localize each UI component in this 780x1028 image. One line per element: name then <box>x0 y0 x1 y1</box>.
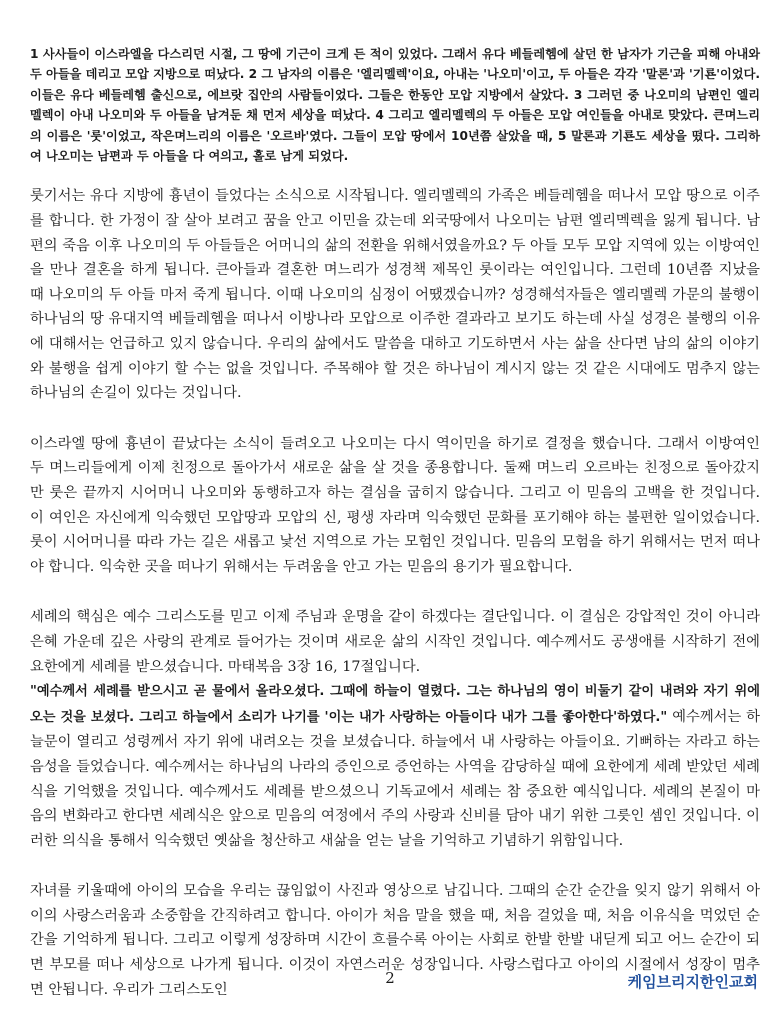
paragraph-4: 자녀를 키울때에 아이의 모습을 우리는 끊임없이 사진과 영상으로 남깁니다. 그때의 순간 순간을 잊지 않기 위해서 아이의 사랑스러움과 소중함을 간직하려고 합니다. 아이가 처음 말을 했을 때, 처음 걸었을 때, 처음 이유식을 먹었던 순간을 기억하게 됩니다. 그리고 이렇게 성장하며 시간이 흐를수록 아이는 사회로 한발 한발 내딛게 되고 어느 순간이 되면 부모를 떠나 세상으로 나가게 됩니다. 이것이 자연스러운 성장입니다. 사랑스럽다고 아이의 시절에서 성장이 멈추면 안됩니다. 우리가 그리스도인 <box>30 883 760 998</box>
document-body <box>30 44 760 1028</box>
page-number: 2 <box>385 969 395 987</box>
scripture-quote: "예수께서 세례를 받으시고 곧 물에서 올라오셨다. 그때에 하늘이 열렸다. 그는 하나님의 영이 비둘기 같이 내려와 자기 위에 오는 것을 보셨다. 그리고 하늘에서 소리가 나기를 '이는 내가 사랑하는 아들이다 내가 그를 좋아한다'하였다." <box>30 684 760 725</box>
paragraph-1: 룻기서는 유다 지방에 흉년이 들었다는 소식으로 시작됩니다. 엘리멜렉의 가족은 베들레헴을 떠나서 모압 땅으로 이주를 합니다. 한 가정이 잘 살아 보려고 꿈을 안고 이민을 갔는데 외국땅에서 나오미는 남편 엘리멕렉을 잃게 됩니다. 남편의 죽음 이후 나오미의 두 아들들은 어머니의 삶의 전환을 위해서였을까요? 두 아들 모두 모압 지역에 있는 이방여인을 만나 결혼을 하게 됩니다. 큰아들과 결혼한 며느리가 성경책 제목인 룻이라는 여인입니다. 그런데 10년쯤 지났을 때 나오미의 두 아들 마저 죽게 됩니다. 이때 나오미의 심정이 어땠겠습니까? 성경해석자들은 엘리멜렉 가문의 불행이 하나님의 땅 유대지역 베들레헴을 떠나서 이방나라 모압으로 이주한 결과라고 보기도 하는데 사실 성경은 불행의 이유에 대해서는 언급하고 있지 않습니다. 우리의 삶에서도 말씀을 대하고 기도하면서 사는 삶을 산다면 남의 삶의 이야기와 불행을 쉽게 이야기 할 수는 없을 것입니다. 주목해야 할 것은 하나님이 계시지 않는 것 같은 시대에도 멈추지 않는 하나님의 손길이 있다는 것입니다. <box>30 188 760 402</box>
paragraph-3-intro: 세례의 핵심은 예수 그리스도를 믿고 이제 주님과 운명을 같이 하겠다는 결단입니다. 이 결심은 강압적인 것이 아니라 은혜 가운데 깊은 사랑의 관계로 들어가는 것이며 새로운 삶의 시작인 것입니다. 예수께서도 공생애를 시작하기 전에 요한에게 세례를 받으셨습니다. 마태복음 3장 16, 17절입니다. <box>30 609 760 675</box>
church-name: 케임브리지한인교회 <box>627 973 758 991</box>
paragraph-3 <box>30 605 760 853</box>
paragraph-3-body: 예수께서는 하늘문이 열리고 성령께서 자기 위에 내려오는 것을 보셨습니다. 하늘에서 내 사랑하는 아들이요. 기뻐하는 자라고 하는 음성을 들었습니다. 예수께서는 하나님의 나라의 증인으로 증언하는 사역을 감당하실 때에 요한에게 세례 받았던 세례식을 기억했을 것입니다. 예수께서도 세례를 받으셨으니 기독교에서 세례는 참 중요한 예식입니다. 세례의 본질이 마음의 변화라고 한다면 세례식은 앞으로 믿음의 여정에서 주의 사랑과 신비를 담아 내기 위한 그릇인 셈인 것입니다. 이러한 의식을 통해서 익숙했던 옛삶을 청산하고 새삶을 얻는 날을 기억하고 기념하기 위함입니다. <box>30 708 760 849</box>
paragraph-2: 이스라엘 땅에 흉년이 끝났다는 소식이 들려오고 나오미는 다시 역이민을 하기로 결정을 했습니다. 그래서 이방여인 두 며느리들에게 이제 친정으로 돌아가서 새로운 삶을 살 것을 종용합니다. 둘째 며느리 오르바는 친정으로 돌아갔지만 룻은 끝까지 시어머니 나오미와 동행하고자 하는 결심을 굽히지 않습니다. 그리고 이 믿음의 고백을 한 것입니다. 이 여인은 자신에게 익숙했던 모압땅과 모압의 신, 평생 자라며 익숙했던 문화를 포기해야 하는 불편한 일이었습니다. 룻이 시어머니를 따라 가는 길은 새롭고 낯선 지역으로 가는 모험인 것입니다. 믿음의 모험을 하기 위해서는 먼저 떠나야 합니다. 익숙한 곳을 떠나기 위해서는 두려움을 안고 가는 믿음의 용기가 필요합니다. <box>30 435 760 575</box>
scripture-passage: 1 사사들이 이스라엘을 다스리던 시절, 그 땅에 기근이 크게 든 적이 있었다. 그래서 유다 베들레헴에 살던 한 남자가 기근을 피해 아내와 두 아들을 데리고 모압 지방으로 떠났다. 2 그 남자의 이름은 '엘리멜렉'이요, 아내는 '나오미'이고, 두 아들은 각각 '말론'과 '기룐'이었다. 이들은 유다 베들레헴 출신으로, 에브랏 집안의 사람들이었다. 그들은 한동안 모압 지방에서 살았다. 3 그러던 중 나오미의 남편인 엘리멜렉이 아내 나오미와 두 아들을 남겨둔 채 먼저 세상을 떠났다. 4 그리고 엘리멜렉의 두 아들은 모압 여인들을 아내로 맞았다. 큰며느리의 이름은 '룻'이었고, 작은며느리의 이름은 '오르바'였다. 그들이 모압 땅에서 10년쯤 살았을 때, 5 말론과 기룐도 세상을 떴다. 그리하여 나오미는 남편과 두 아들을 다 여의고, 홀로 남게 되었다. <box>30 47 760 164</box>
